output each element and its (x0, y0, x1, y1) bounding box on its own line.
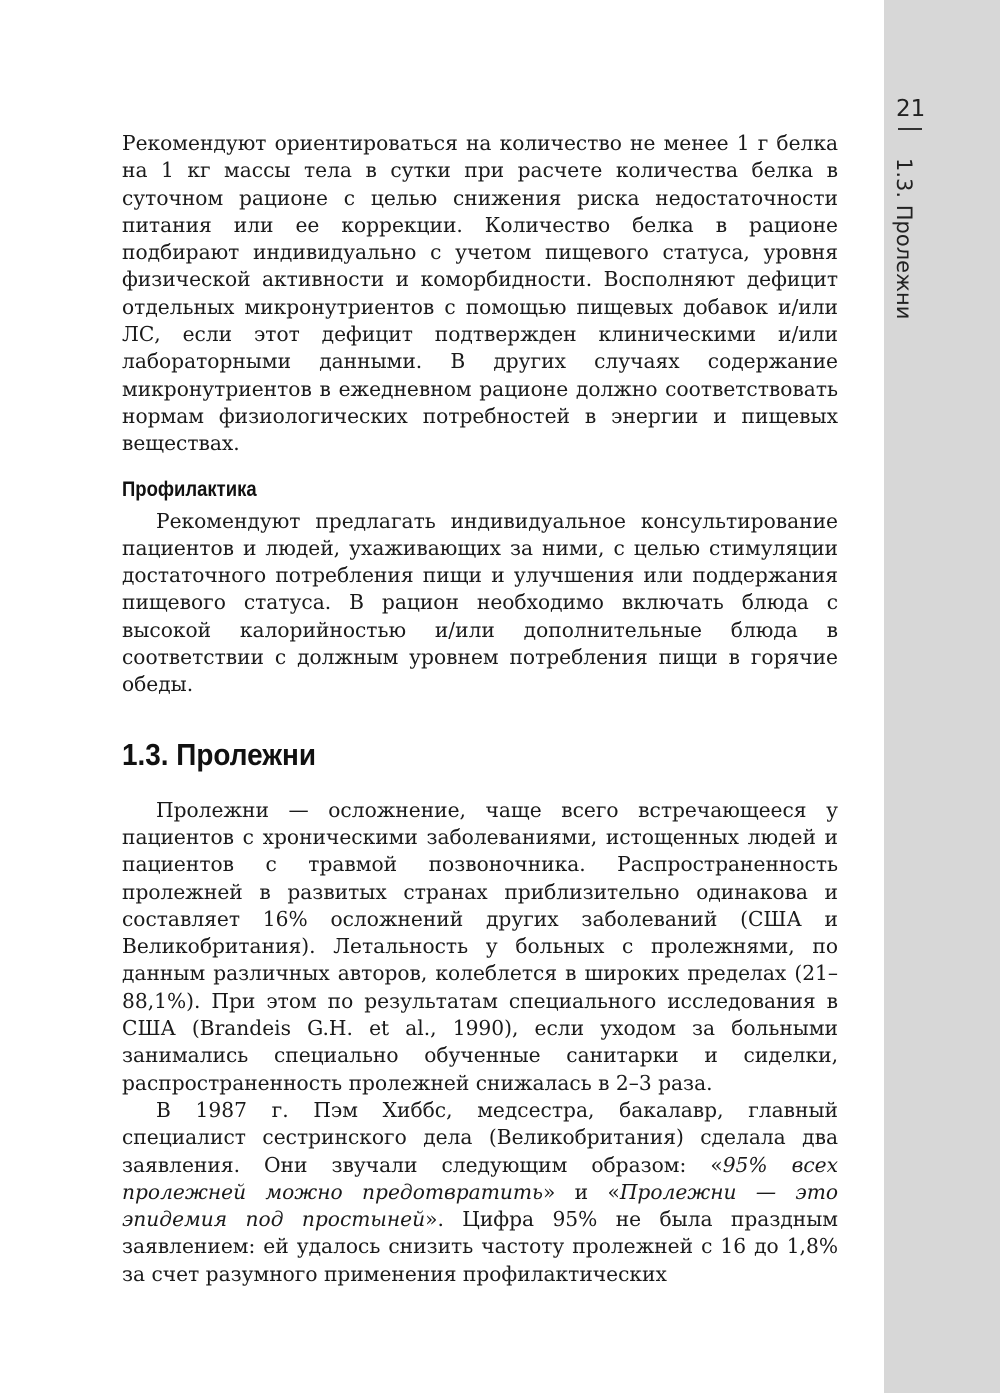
page-number: 21 (896, 96, 926, 122)
paragraph-protein-intake: Рекомендуют ориентироваться на количество не менее 1 г белка на 1 кг массы тела в сутки при расчете количества белка в суточном рационе с целью снижения риска недостаточности питания или ее коррекции. Количество белка в рационе подбирают индивидуально с учетом пищевого статуса, уровня физической активности и коморбидности. Восполняют дефицит отдельных микронутриентов с помощью пищевых добавок и/или ЛС, если этот дефицит подтвержден клиническими и/или лабораторными данными. В других случаях содержание микронутриентов в ежедневном рационе должно соответствовать нормам физиологических потребностей в энергии и пищевых веществах. (122, 131, 838, 456)
page-number-rule (898, 128, 922, 130)
subheading-prevention: Профилактика (122, 477, 257, 501)
paragraph-hibbs (122, 1097, 838, 1288)
quote-epidemic: Пролежни — это эпидемия под простыней (122, 1179, 838, 1232)
quote-95-percent: 95% всех пролежней можно предотвратить (122, 1152, 838, 1204)
page-content (122, 130, 838, 1288)
paragraph-hibbs-mid: » и « (542, 1179, 620, 1204)
section-heading: 1.3. Пролежни (122, 736, 317, 772)
paragraph-hibbs-end: ». Цифра 95% не была праздным заявлением: ей удалось снизить частоту пролежней с 16 до 1,8% за счет разумного применения профилактических (122, 1207, 839, 1286)
paragraph-prevention: Рекомендуют предлагать индивидуальное консультирование пациентов и людей, ухаживающих за ними, с целью стимуляции достаточного потребления пищи и улучшения или поддержания пищевого статуса. В рацион необходимо включать блюда с высокой калорийностью и/или дополнительные блюда в соответствии с должным уровнем потребления пищи в горячие обеды. (122, 508, 838, 697)
running-head: 1.3. Пролежни (892, 158, 916, 320)
paragraph-pressure-ulcers: Пролежни — осложнение, чаще всего встречающееся у пациентов с хроническими заболеваниями, истощенных людей и пациентов с травмой позвоночника. Распространенность пролежней в развитых странах приблизительно одинакова и составляет 16% осложнений других заболеваний (США и Великобритания). Летальность у больных с пролежнями, по данным различных авторов, колеблется в широких пределах (21–88,1%). При этом по результатам специального исследования в США (Brandeis G.H. et al., 1990), если уходом за больными занимались специально обученные санитарки и сиделки, распространенность пролежней снижалась в 2–3 раза. (122, 797, 838, 1095)
paragraph-hibbs-start: В 1987 г. Пэм Хиббс, медсестра, бакалавр, главный специалист сестринского дела (Великобритания) сделала два заявления. Они звучали следующим образом: « (122, 1097, 838, 1177)
